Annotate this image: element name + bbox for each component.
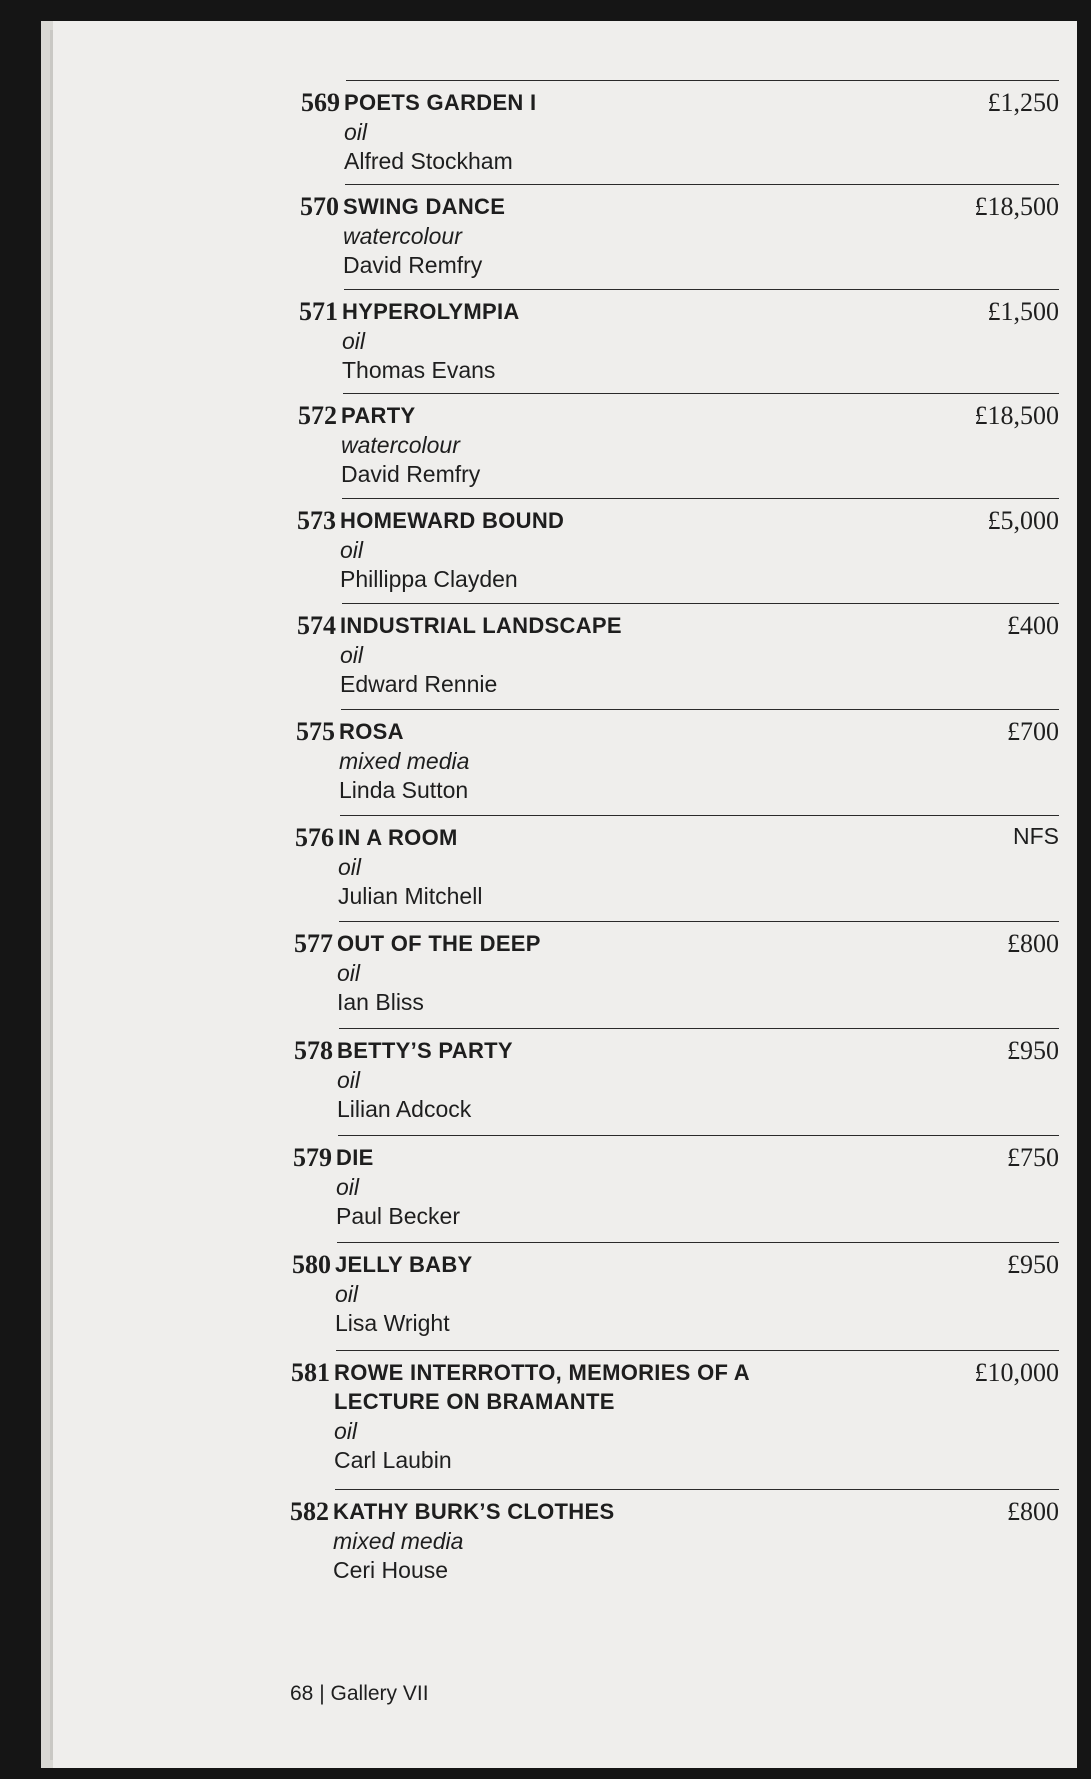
entry-divider	[341, 709, 1059, 710]
artwork-medium: oil	[340, 537, 364, 563]
lot-number: 575	[296, 717, 335, 746]
artist-name: Ceri House	[333, 1557, 449, 1583]
artist-name: Lisa Wright	[335, 1310, 450, 1336]
catalogue-entry	[0, 184, 1091, 284]
catalogue-entry	[0, 498, 1091, 598]
artist-name: Lilian Adcock	[337, 1096, 472, 1122]
artwork-medium: oil	[334, 1418, 358, 1444]
artwork-medium: watercolour	[343, 223, 462, 249]
catalogue-entry	[0, 1028, 1091, 1128]
lot-number: 576	[295, 823, 334, 852]
artwork-medium: mixed media	[333, 1528, 464, 1554]
lot-number: 581	[291, 1358, 330, 1387]
artwork-price: £950	[1007, 1250, 1059, 1279]
artist-name: Linda Sutton	[339, 777, 469, 803]
lot-number: 574	[297, 611, 336, 640]
artwork-title: DIE	[336, 1145, 374, 1170]
entry-divider	[346, 80, 1059, 81]
artwork-medium: oil	[337, 1067, 361, 1093]
artwork-price: £750	[1007, 1143, 1059, 1172]
footer-separator: |	[319, 1682, 325, 1705]
catalogue-entry	[0, 1135, 1091, 1235]
artist-name: Phillippa Clayden	[340, 566, 518, 592]
artwork-price: £5,000	[987, 506, 1059, 535]
artwork-title: HOMEWARD BOUND	[340, 508, 565, 533]
artwork-title: KATHY BURK’S CLOTHES	[333, 1499, 615, 1524]
entry-divider	[338, 1135, 1059, 1136]
lot-number: 580	[292, 1250, 331, 1279]
entry-divider	[337, 1242, 1059, 1243]
artist-name: Julian Mitchell	[338, 883, 483, 909]
entry-divider	[336, 1350, 1059, 1351]
artist-name: Ian Bliss	[337, 989, 424, 1015]
artist-name: David Remfry	[343, 252, 483, 278]
artwork-title: SWING DANCE	[343, 194, 506, 219]
artwork-title: ROSA	[339, 719, 404, 744]
lot-number: 569	[301, 88, 340, 117]
artwork-price: £1,500	[987, 297, 1059, 326]
artwork-price: £800	[1007, 1497, 1059, 1526]
artwork-price: £10,000	[974, 1358, 1059, 1387]
lot-number: 579	[293, 1143, 332, 1172]
artist-name: Alfred Stockham	[344, 148, 513, 174]
lot-number: 572	[298, 401, 337, 430]
artwork-price: NFS	[1013, 823, 1059, 849]
artwork-title: JELLY BABY	[335, 1252, 473, 1277]
artwork-medium: oil	[344, 119, 368, 145]
catalogue-entry	[0, 80, 1091, 180]
lot-number: 570	[300, 192, 339, 221]
artwork-title: INDUSTRIAL LANDSCAPE	[340, 613, 622, 638]
catalogue-entry	[0, 709, 1091, 809]
catalogue-entry	[0, 1242, 1091, 1342]
page-footer	[290, 1682, 429, 1706]
entry-divider	[339, 921, 1059, 922]
entry-divider	[335, 1489, 1059, 1490]
entry-divider	[342, 603, 1059, 604]
lot-number: 577	[294, 929, 333, 958]
page-number: 68	[290, 1682, 314, 1705]
artwork-price: £800	[1007, 929, 1059, 958]
entry-divider	[343, 393, 1059, 394]
artwork-title: IN A ROOM	[338, 825, 458, 850]
catalogue-entry	[0, 1489, 1091, 1589]
artwork-medium: oil	[336, 1174, 360, 1200]
artwork-title: POETS GARDEN I	[344, 90, 537, 115]
catalogue-entry	[0, 393, 1091, 493]
lot-number: 578	[294, 1036, 333, 1065]
artwork-price: £18,500	[974, 192, 1059, 221]
artwork-medium: mixed media	[339, 748, 470, 774]
artwork-title: PARTY	[341, 403, 416, 428]
artwork-price: £400	[1007, 611, 1059, 640]
catalogue-entry	[0, 815, 1091, 915]
artwork-medium: oil	[340, 642, 364, 668]
artwork-medium: oil	[342, 328, 366, 354]
artist-name: Paul Becker	[336, 1203, 461, 1229]
section-name: Gallery VII	[330, 1682, 429, 1705]
artwork-medium: oil	[337, 960, 361, 986]
catalogue-entry	[0, 1350, 1091, 1473]
entry-divider	[339, 1028, 1059, 1029]
artist-name: David Remfry	[341, 461, 481, 487]
artwork-price: £18,500	[974, 401, 1059, 430]
lot-number: 582	[290, 1497, 329, 1526]
entry-divider	[342, 498, 1059, 499]
lot-number: 571	[299, 297, 338, 326]
artwork-price: £950	[1007, 1036, 1059, 1065]
artwork-title: OUT OF THE DEEP	[337, 931, 541, 956]
catalogue-entry	[0, 921, 1091, 1021]
artist-name: Carl Laubin	[334, 1447, 452, 1473]
artist-name: Edward Rennie	[340, 671, 498, 697]
catalogue-entry	[0, 289, 1091, 389]
artwork-title: HYPEROLYMPIA	[342, 299, 520, 324]
artwork-medium: oil	[338, 854, 362, 880]
artwork-price: £1,250	[987, 88, 1059, 117]
artist-name: Thomas Evans	[342, 357, 496, 383]
catalogue-entry	[0, 603, 1091, 703]
artwork-title: ROWE INTERROTTO, MEMORIES OF A LECTURE ON BRAMANTE	[334, 1360, 750, 1414]
lot-number: 573	[297, 506, 336, 535]
artwork-medium: watercolour	[341, 432, 460, 458]
artwork-medium: oil	[335, 1281, 359, 1307]
entry-divider	[340, 815, 1059, 816]
entry-divider	[345, 184, 1059, 185]
artwork-price: £700	[1007, 717, 1059, 746]
artwork-title: BETTY’S PARTY	[337, 1038, 513, 1063]
entry-divider	[344, 289, 1059, 290]
